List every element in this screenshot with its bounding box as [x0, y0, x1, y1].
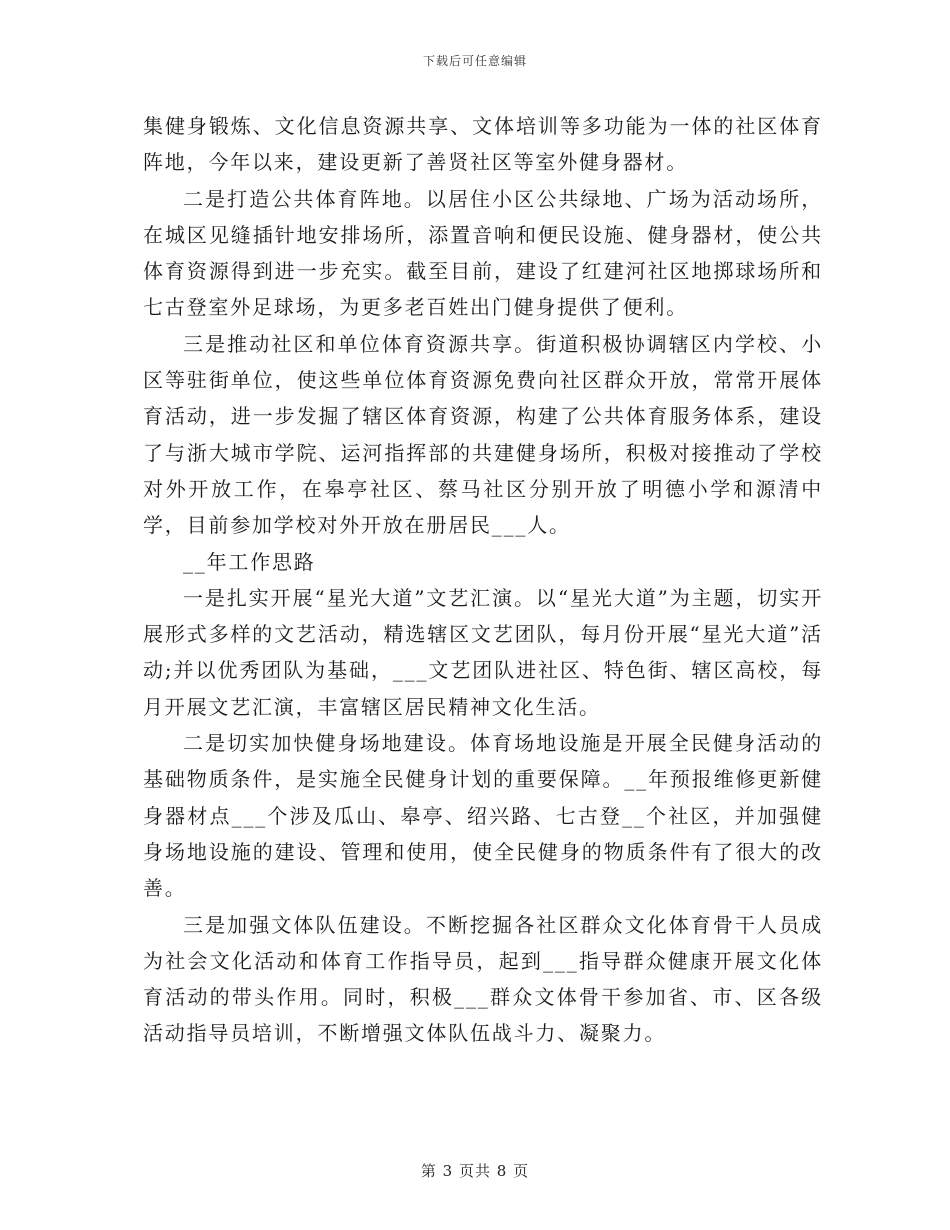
paragraph-fitness-venues: 二是切实加快健身场地建设。体育场地设施是开展全民健身活动的基础物质条件，是实施全民健身计划的重要保障。__年预报维修更新健身器材点___个涉及瓜山、皋亭、绍兴路、七古登__个社区，并加强健身场地设施的建设、管理和使用，使全民健身的物质条件有了很大的改善。: [143, 731, 823, 901]
paragraph-public-sports-venues: 二是打造公共体育阵地。以居住小区公共绿地、广场为活动场所，在城区见缝插针地安排场所，添置音响和便民设施、健身器材，使公共体育资源得到进一步充实。截至目前，建设了红建河社区地掷球场所和七古登室外足球场，为更多老百姓出门健身提供了便利。: [143, 186, 823, 320]
page-number-footer: 第 3 页共 8 页: [420, 1162, 530, 1180]
paragraph-team-building: 三是加强文体队伍建设。不断挖掘各社区群众文化体育骨干人员成为社会文化活动和体育工作指导员，起到___指导群众健康开展文化体育活动的带头作用。同时，积极___群众文体骨干参加省、市、区各级活动指导员培训，不断增强文体队伍战斗力、凝聚力。: [143, 912, 823, 1046]
page-header: 下载后可任意编辑: [422, 54, 527, 68]
paragraph-resource-sharing: 三是推动社区和单位体育资源共享。街道积极协调辖区内学校、小区等驻街单位，使这些单位体育资源免费向社区群众开放，常常开展体育活动，进一步发掘了辖区体育资源，构建了公共体育服务体系，建设了与浙大城市学院、运河指挥部的共建健身场所，积极对接推动了学校对外开放工作，在皋亭社区、蔡马社区分别开放了明德小学和源清中学，目前参加学校对外开放在册居民___人。: [143, 331, 823, 538]
paragraph-star-avenue: 一是扎实开展“星光大道”文艺汇演。以“星光大道”为主题，切实开展形式多样的文艺活动，精选辖区文艺团队，每月份开展“星光大道”活动;并以优秀团队为基础，___文艺团队进社区、特色街、辖区高校，每月开展文艺汇演，丰富辖区居民精神文化生活。: [143, 585, 823, 719]
document-body: [143, 108, 823, 1052]
paragraph-continuation: 集健身锻炼、文化信息资源共享、文体培训等多功能为一体的社区体育阵地，今年以来，建设更新了善贤社区等室外健身器材。: [143, 114, 823, 175]
section-heading-work-plan: __年工作思路: [183, 549, 316, 574]
